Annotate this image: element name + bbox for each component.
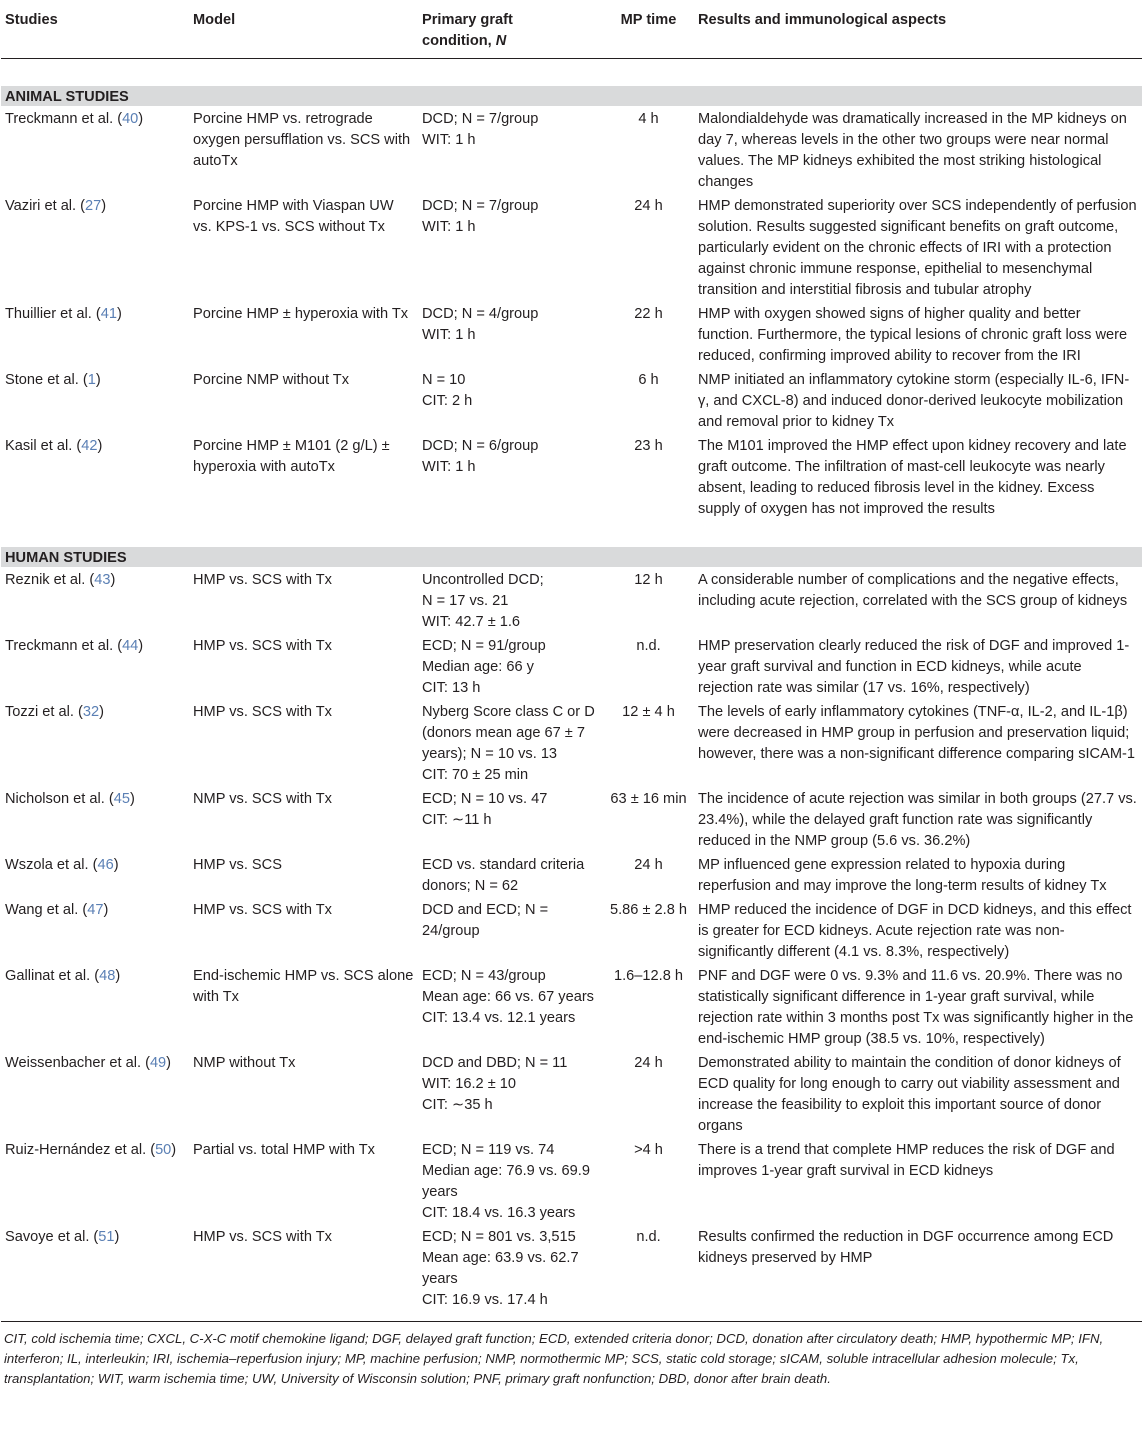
- results-cell: Malondialdehyde was dramatically increased in the MP kidneys on day 7, whereas levels in the other two groups were near normal values. The MP kidneys exhibited the most striking histological changes: [698, 111, 1127, 190]
- reference-link[interactable]: 27: [85, 198, 102, 214]
- condition-cell: [418, 897, 603, 963]
- mp-time-cell: >4 h: [634, 1142, 663, 1158]
- reference-close-paren: ): [99, 704, 104, 720]
- results-cell: Results confirmed the reduction in DGF occurrence among ECD kidneys preserved by HMP: [694, 1224, 1142, 1322]
- reference-link[interactable]: 46: [97, 857, 114, 873]
- table-row: [1, 301, 1142, 367]
- model-cell: Porcine HMP with Viaspan UW vs. KPS-1 vs. SCS without Tx: [193, 198, 394, 235]
- condition-line: ECD; N = 43/group: [422, 968, 546, 984]
- study-author: Ruiz-Hernández et al. (: [5, 1142, 156, 1158]
- studies-table: [1, 0, 1142, 1322]
- condition-line: N = 10: [422, 372, 466, 388]
- study-cell: [1, 1050, 189, 1137]
- study-cell: [1, 193, 189, 301]
- reference-close-paren: ): [113, 857, 119, 873]
- reference-close-paren: ): [138, 111, 144, 127]
- reference-link[interactable]: 1: [87, 372, 96, 388]
- table-row: [1, 699, 1142, 786]
- condition-line: Uncontrolled DCD;: [422, 572, 544, 588]
- results-cell: HMP preservation clearly reduced the risk of DGF and improved 1-year graft survival and function in ECD kidneys, while acute rejection rate was similar (17 vs. 16%, respectively): [698, 638, 1130, 696]
- mp-time-cell: 1.6–12.8 h: [614, 968, 683, 984]
- condition-cell: [418, 193, 603, 301]
- condition-line: Mean age: 63.9 vs. 62.7 years: [422, 1250, 579, 1287]
- model-cell: NMP vs. SCS with Tx: [193, 791, 332, 807]
- model-cell: Porcine HMP ± hyperoxia with Tx: [193, 306, 409, 322]
- table-row: [1, 1224, 1142, 1322]
- study-author: Gallinat et al. (: [5, 968, 100, 984]
- results-cell: HMP demonstrated superiority over SCS independently of perfusion solution. Results suggested significant benefits on graft outcome, particularly evident on the chronic effects of IRI with a protection against chronic immune response, epithelial to mesenchymal transition and interstitial fibrosis and tubular atrophy: [698, 198, 1137, 298]
- condition-line: WIT: 1 h: [422, 327, 476, 343]
- study-cell: [1, 963, 189, 1050]
- condition-line: WIT: 1 h: [422, 219, 476, 235]
- condition-cell: [418, 301, 603, 367]
- study-cell: [1, 699, 189, 786]
- reference-close-paren: ): [115, 968, 121, 984]
- mp-time-cell: 23 h: [634, 438, 663, 454]
- condition-cell: [418, 786, 603, 852]
- reference-close-paren: ): [171, 1142, 177, 1158]
- condition-cell: [418, 106, 603, 193]
- results-cell: The levels of early inflammatory cytokines (TNF-α, IL-2, and IL-1β) were decreased in HMP group in perfusion and preservation liquid; however, there was a non-significant difference comparing sICAM-1: [698, 704, 1135, 762]
- model-cell: Porcine HMP ± M101 (2 g/L) ± hyperoxia with autoTx: [193, 438, 390, 475]
- study-cell: [1, 567, 189, 633]
- condition-line: Median age: 76.9 vs. 69.9 years: [422, 1163, 590, 1200]
- mp-time-cell: 24 h: [634, 198, 663, 214]
- condition-cell: [418, 963, 603, 1050]
- section-spacer: [1, 59, 1142, 87]
- reference-close-paren: ): [129, 791, 135, 807]
- study-cell: [1, 367, 189, 433]
- study-cell: [1, 633, 189, 699]
- condition-line: CIT: 18.4 vs. 16.3 years: [422, 1205, 576, 1221]
- reference-link[interactable]: 50: [155, 1142, 172, 1158]
- table-row: [1, 106, 1142, 193]
- study-author: Reznik et al. (: [5, 572, 95, 588]
- study-cell: [1, 433, 189, 520]
- reference-close-paren: ): [103, 902, 109, 918]
- condition-line: WIT: 16.2 ± 10: [422, 1076, 516, 1092]
- reference-link[interactable]: 47: [87, 902, 104, 918]
- mp-time-cell: 5.86 ± 2.8 h: [610, 902, 687, 918]
- condition-line: Median age: 66 y: [422, 659, 534, 675]
- table-row: [1, 633, 1142, 699]
- reference-link[interactable]: 40: [122, 111, 139, 127]
- model-cell: Partial vs. total HMP with Tx: [193, 1142, 375, 1158]
- table-row: [1, 852, 1142, 897]
- table-body: [1, 59, 1142, 1322]
- section-spacer-cell: [1, 520, 1142, 547]
- model-cell: HMP vs. SCS with Tx: [193, 572, 332, 588]
- results-cell: HMP with oxygen showed signs of higher quality and better function. Furthermore, the typical lesions of chronic graft loss were reduced, confirming improved ability to recover from the IRI: [698, 306, 1128, 364]
- condition-cell: [418, 699, 603, 786]
- condition-cell: [418, 1050, 603, 1137]
- table-header-row: [1, 0, 1142, 59]
- study-cell: [1, 106, 189, 193]
- study-author: Nicholson et al. (: [5, 791, 114, 807]
- reference-link[interactable]: 43: [94, 572, 111, 588]
- condition-cell: [418, 433, 603, 520]
- table-row: [1, 193, 1142, 301]
- mp-time-cell: 12 h: [634, 572, 663, 588]
- study-cell: [1, 301, 189, 367]
- reference-link[interactable]: 45: [113, 791, 130, 807]
- reference-link[interactable]: 48: [99, 968, 116, 984]
- condition-line: ECD; N = 10 vs. 47: [422, 791, 548, 807]
- header-studies: Studies: [1, 0, 189, 59]
- condition-line: CIT: ∼11 h: [422, 812, 492, 828]
- table-row: [1, 567, 1142, 633]
- model-cell: HMP vs. SCS with Tx: [193, 902, 332, 918]
- results-cell: The incidence of acute rejection was similar in both groups (27.7 vs. 23.4%), while the delayed graft function rate was significantly reduced in the NMP group (5.6 vs. 36.2%): [698, 791, 1137, 849]
- section-spacer: [1, 520, 1142, 547]
- mp-time-cell: n.d.: [636, 638, 661, 654]
- mp-time-cell: 4 h: [638, 111, 659, 127]
- reference-close-paren: ): [114, 1229, 120, 1245]
- header-mp-time: MP time: [603, 0, 694, 59]
- model-cell: Porcine NMP without Tx: [193, 372, 349, 388]
- reference-close-paren: ): [101, 198, 107, 214]
- reference-link[interactable]: 42: [81, 438, 98, 454]
- table-footnote: CIT, cold ischemia time; CXCL, C-X-C motif chemokine ligand; DGF, delayed graft function; ECD, extended criteria donor; DCD, donation after circulatory death; HMP, hypothermic MP; IFN, interferon; IL, interleukin; IRI, ischemia–reperfusion injury; MP, machine perfusion; NMP, normothermic MP; SCS, static cold storage; sICAM, soluble intracellular adhesion molecule; Tx, transplantation; WIT, warm ischemia time; UW, University of Wisconsin solution; PNF, primary graft nonfunction; DBD, donor after brain death.: [4, 1331, 1104, 1386]
- mp-time-cell: 22 h: [634, 306, 663, 322]
- condition-cell: [418, 1224, 603, 1322]
- condition-line: DCD; N = 7/group: [422, 111, 539, 127]
- study-author: Treckmann et al. (: [5, 111, 123, 127]
- reference-close-paren: ): [166, 1055, 172, 1071]
- study-author: Tozzi et al. (: [5, 704, 83, 720]
- study-author: Thuillier et al. (: [5, 306, 101, 322]
- mp-time-cell: 12 ± 4 h: [622, 704, 675, 720]
- study-author: Kasil et al. (: [5, 438, 82, 454]
- mp-time-cell: 6 h: [638, 372, 659, 388]
- model-cell: HMP vs. SCS: [193, 857, 282, 873]
- model-cell: End-ischemic HMP vs. SCS alone with Tx: [193, 968, 414, 1005]
- condition-line: ECD vs. standard criteria donors; N = 62: [422, 857, 585, 894]
- model-cell: Porcine HMP vs. retrograde oxygen persufflation vs. SCS with autoTx: [193, 111, 411, 169]
- reference-link[interactable]: 32: [82, 704, 100, 720]
- results-cell: A considerable number of complications and the negative effects, including acute rejection, correlated with the SCS group of kidneys: [698, 572, 1128, 609]
- condition-cell: [418, 633, 603, 699]
- condition-line: DCD; N = 6/group: [422, 438, 539, 454]
- header-condition-n: N: [495, 33, 507, 49]
- results-cell: There is a trend that complete HMP reduces the risk of DGF and improves 1-year graft survival in ECD kidneys: [698, 1142, 1115, 1179]
- condition-line: DCD; N = 4/group: [422, 306, 539, 322]
- table-row: [1, 1137, 1142, 1224]
- study-cell: [1, 786, 189, 852]
- condition-cell: [418, 852, 603, 897]
- model-cell: HMP vs. SCS with Tx: [193, 704, 332, 720]
- reference-close-paren: ): [97, 438, 103, 454]
- condition-line: DCD and DBD; N = 11: [422, 1055, 568, 1071]
- mp-time-cell: 24 h: [634, 857, 663, 873]
- study-cell: [1, 897, 189, 963]
- condition-line: CIT: 2 h: [422, 393, 473, 409]
- condition-line: CIT: 13.4 vs. 12.1 years: [422, 1010, 576, 1026]
- section-title: HUMAN STUDIES: [1, 547, 1142, 567]
- header-condition-line1: Primary graft: [422, 12, 513, 28]
- condition-line: DCD and ECD; N = 24/group: [422, 902, 549, 939]
- condition-cell: [418, 1137, 603, 1224]
- results-cell: NMP initiated an inflammatory cytokine storm (especially IL-6, IFN-γ, and CXCL-8) and induced donor-derived leukocyte mobilization and removal prior to kidney Tx: [698, 372, 1130, 430]
- condition-line: CIT: 70 ± 25 min: [422, 767, 529, 783]
- section-title: ANIMAL STUDIES: [1, 86, 1142, 106]
- results-cell: Demonstrated ability to maintain the condition of donor kidneys of ECD quality for long enough to carry out viability assessment and increase the feasibility to exploit this important source of donor organs: [698, 1055, 1121, 1134]
- condition-cell: [418, 567, 603, 633]
- condition-cell: [418, 367, 603, 433]
- results-cell: MP influenced gene expression related to hypoxia during reperfusion and may improve the long-term results of kidney Tx: [698, 857, 1107, 894]
- study-author: Weissenbacher et al. (: [5, 1055, 150, 1071]
- table-row: [1, 786, 1142, 852]
- mp-time-cell: n.d.: [603, 1224, 694, 1322]
- study-author: Vaziri et al. (: [5, 198, 86, 214]
- condition-line: WIT: 1 h: [422, 132, 476, 148]
- model-cell: HMP vs. SCS with Tx: [193, 638, 332, 654]
- model-cell: NMP without Tx: [193, 1055, 296, 1071]
- condition-line: WIT: 1 h: [422, 459, 476, 475]
- study-cell: [1, 1224, 189, 1322]
- study-cell: [1, 852, 189, 897]
- results-cell: HMP reduced the incidence of DGF in DCD kidneys, and this effect is greater for ECD kidneys. Acute rejection rate was non-significantly different (4.1 vs. 8.3%, respectively): [698, 902, 1132, 960]
- mp-time-cell: 63 ± 16 min: [610, 791, 687, 807]
- table-row: [1, 433, 1142, 520]
- condition-line: ECD; N = 801 vs. 3,515: [422, 1229, 576, 1245]
- reference-link[interactable]: 51: [98, 1229, 115, 1245]
- header-results: Results and immunological aspects: [694, 0, 1142, 59]
- condition-line: N = 17 vs. 21: [422, 593, 509, 609]
- condition-line: CIT: 16.9 vs. 17.4 h: [422, 1292, 548, 1308]
- condition-line: CIT: 13 h: [422, 680, 481, 696]
- section-header-row: [1, 547, 1142, 567]
- condition-line: DCD; N = 7/group: [422, 198, 539, 214]
- condition-line: ECD; N = 119 vs. 74: [422, 1142, 555, 1158]
- table-row: [1, 897, 1142, 963]
- model-cell: HMP vs. SCS with Tx: [189, 1224, 418, 1322]
- results-cell: The M101 improved the HMP effect upon kidney recovery and late graft outcome. The infiltration of mast-cell leukocyte was nearly absent, leading to reduced fibrosis level in the kidney. Excess supply of oxygen has not improved the results: [698, 438, 1127, 517]
- reference-link[interactable]: 49: [149, 1055, 167, 1071]
- study-author: Wang et al. (: [5, 902, 88, 918]
- reference-close-paren: ): [116, 306, 122, 322]
- condition-line: WIT: 42.7 ± 1.6: [422, 614, 521, 630]
- header-model: Model: [189, 0, 418, 59]
- study-author: Savoye et al. (: [5, 1229, 99, 1245]
- table-row: [1, 1050, 1142, 1137]
- table-row: [1, 367, 1142, 433]
- study-author: Stone et al. (: [5, 372, 88, 388]
- reference-close-paren: ): [95, 372, 101, 388]
- results-cell: PNF and DGF were 0 vs. 9.3% and 11.6 vs. 20.9%. There was no statistically significant difference in 1-year graft survival, while rejection rate within 3 months post Tx was significantly higher in the end-ischemic HMP group (38.5 vs. 10%, respectively): [698, 968, 1134, 1047]
- header-condition: [418, 0, 603, 59]
- reference-close-paren: ): [138, 638, 144, 654]
- study-author: Wszola et al. (: [5, 857, 98, 873]
- table-row: [1, 963, 1142, 1050]
- study-author: Treckmann et al. (: [5, 638, 123, 654]
- condition-line: Mean age: 66 vs. 67 years: [422, 989, 594, 1005]
- condition-line: Nyberg Score class C or D (donors mean age 67 ± 7 years); N = 10 vs. 13: [422, 704, 595, 762]
- section-header-row: [1, 86, 1142, 106]
- reference-link[interactable]: 44: [122, 638, 139, 654]
- condition-line: ECD; N = 91/group: [422, 638, 546, 654]
- section-spacer-cell: [1, 59, 1142, 87]
- header-condition-line2: condition,: [422, 33, 492, 49]
- reference-link[interactable]: 41: [100, 306, 117, 322]
- mp-time-cell: 24 h: [634, 1055, 663, 1071]
- reference-close-paren: ): [110, 572, 116, 588]
- condition-line: CIT: ∼35 h: [422, 1097, 493, 1113]
- study-cell: [1, 1137, 189, 1224]
